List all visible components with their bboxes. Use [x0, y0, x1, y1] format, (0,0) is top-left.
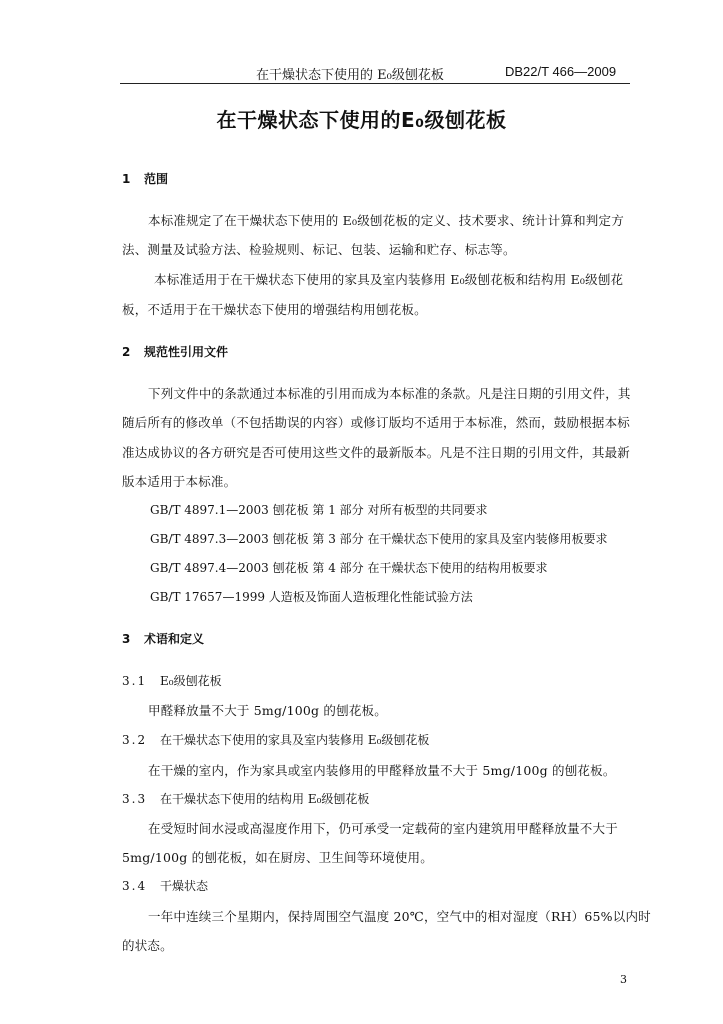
- clause-number: 3.2: [122, 733, 148, 747]
- section-1-heading: [122, 170, 168, 187]
- clause-3-3-heading: [122, 790, 369, 807]
- section-title: 术语和定义: [144, 632, 205, 646]
- clause-number: 3.3: [122, 792, 148, 806]
- paragraph-line: 的状态。: [122, 938, 173, 953]
- section-title: 范围: [144, 172, 169, 186]
- clause-3-1-heading: [122, 672, 222, 689]
- running-header-standard-number: DB22/T 466—2009: [505, 64, 617, 79]
- section-number: 1: [122, 172, 131, 186]
- section-2-heading: [122, 343, 228, 360]
- section-title: 规范性引用文件: [144, 345, 229, 359]
- paragraph-line: 板，不适用于在干燥状态下使用的增强结构用刨花板。: [122, 302, 427, 317]
- paragraph-line: 随后所有的修改单（不包括勘误的内容）或修订版均不适用于本标准，然而，鼓励根据本标: [122, 415, 631, 430]
- clause-number: 3.4: [122, 879, 148, 893]
- clause-number: 3.1: [122, 674, 148, 688]
- clause-title: 在干燥状态下使用的家具及室内装修用 E₀级刨花板: [160, 733, 430, 747]
- paragraph-line: 在干燥的室内，作为家具或室内装修用的甲醛释放量不大于 5mg/100g 的刨花板。: [148, 763, 616, 778]
- normative-reference: GB/T 4897.4—2003 刨花板 第 4 部分 在干燥状态下使用的结构用板要求: [150, 561, 548, 575]
- running-header-title: 在干燥状态下使用的 E₀级刨花板: [256, 68, 444, 83]
- clause-title: 在干燥状态下使用的结构用 E₀级刨花板: [160, 792, 370, 806]
- paragraph-line: 甲醛释放量不大于 5mg/100g 的刨花板。: [148, 703, 387, 718]
- paragraph-line: 一年中连续三个星期内，保持周围空气温度 20℃，空气中的相对湿度（RH）65%以内时: [148, 909, 651, 924]
- clause-title: 干燥状态: [160, 879, 209, 893]
- section-number: 3: [122, 632, 131, 646]
- section-3-heading: [122, 630, 204, 647]
- header-rule: [120, 83, 630, 84]
- clause-3-2-heading: [122, 731, 429, 748]
- section-number: 2: [122, 345, 131, 359]
- page-number: 3: [620, 973, 627, 986]
- paragraph-line: 在受短时间水浸或高湿度作用下，仍可承受一定载荷的室内建筑用甲醛释放量不大于: [148, 821, 618, 836]
- normative-reference: GB/T 4897.1—2003 刨花板 第 1 部分 对所有板型的共同要求: [150, 503, 488, 517]
- normative-reference: GB/T 4897.3—2003 刨花板 第 3 部分 在干燥状态下使用的家具及室内装修用板要求: [150, 532, 608, 546]
- clause-3-4-heading: [122, 877, 208, 894]
- paragraph-line: 版本适用于本标准。: [122, 474, 237, 489]
- clause-title: E₀级刨花板: [160, 674, 222, 688]
- paragraph-line: 准达成协议的各方研究是否可使用这些文件的最新版本。凡是不注日期的引用文件，其最新: [122, 445, 631, 460]
- paragraph-line: 本标准规定了在干燥状态下使用的 E₀级刨花板的定义、技术要求、统计计算和判定方: [148, 213, 624, 228]
- paragraph-line: 法、测量及试验方法、检验规则、标记、包装、运输和贮存、标志等。: [122, 242, 516, 257]
- paragraph-line: 下列文件中的条款通过本标准的引用而成为本标准的条款。凡是注日期的引用文件，其: [148, 386, 631, 401]
- document-title: 在干燥状态下使用的E₀级刨花板: [216, 108, 507, 132]
- normative-reference: GB/T 17657—1999 人造板及饰面人造板理化性能试验方法: [150, 590, 473, 604]
- paragraph-line: 5mg/100g 的刨花板，如在厨房、卫生间等环境使用。: [122, 850, 433, 865]
- paragraph-line: 本标准适用于在干燥状态下使用的家具及室内装修用 E₀级刨花板和结构用 E₀级刨花: [154, 272, 624, 287]
